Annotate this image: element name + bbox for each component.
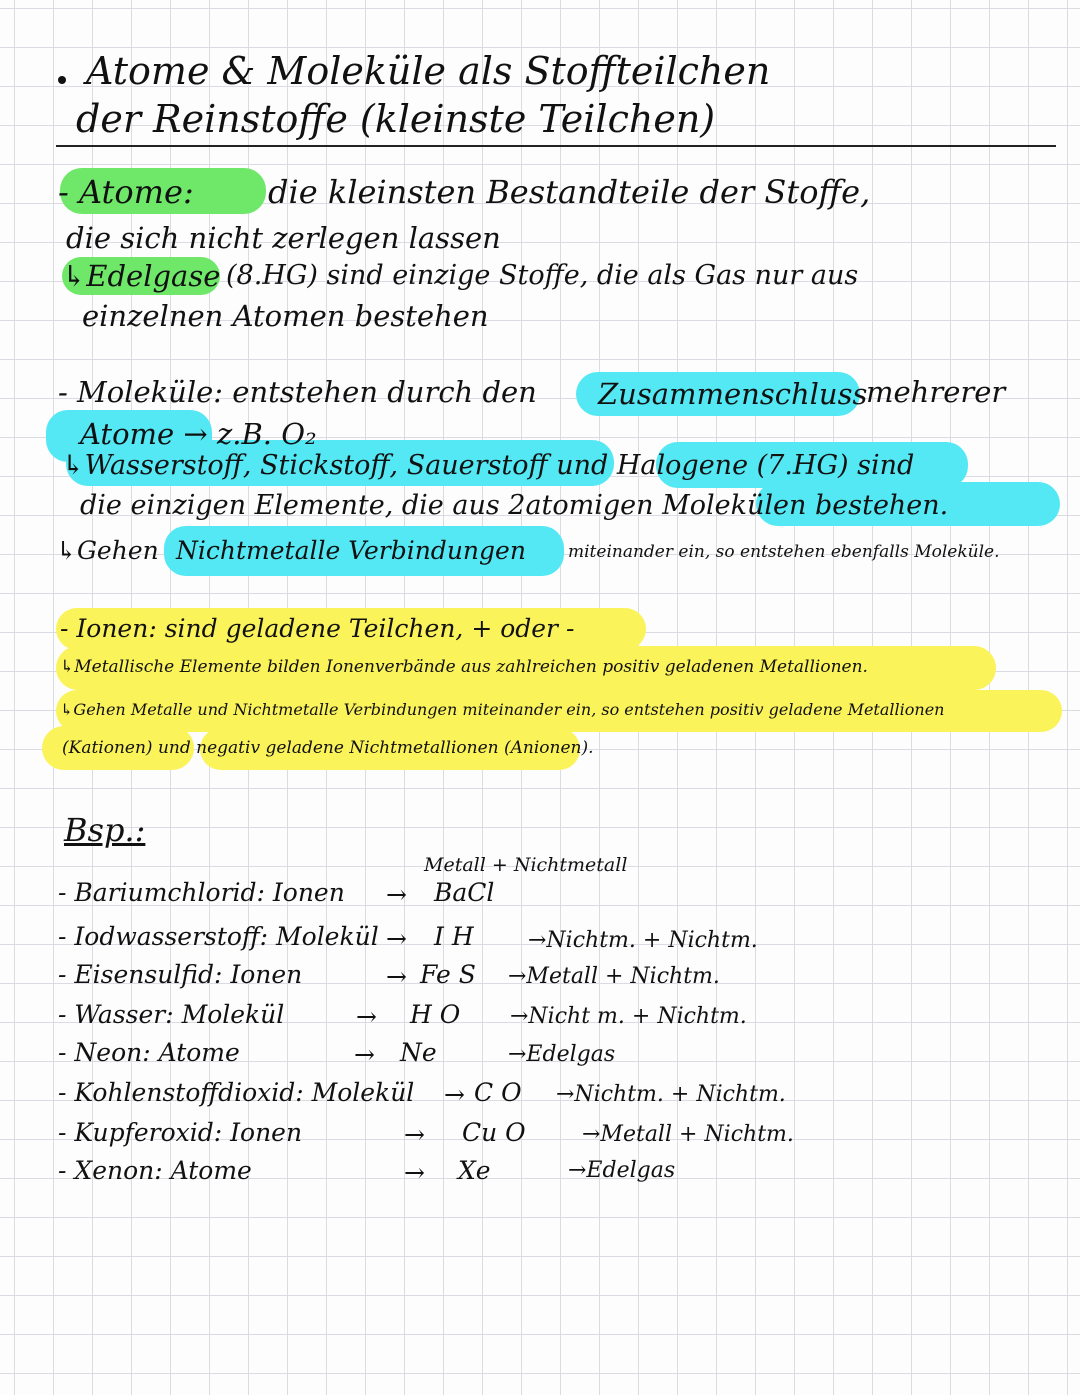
example-arrow: →	[386, 924, 407, 953]
molekuele-line-5c: miteinander ein, so entstehen ebenfalls Moleküle.	[568, 542, 1000, 562]
ionen-line-1: - Ionen: sind geladene Teilchen, + oder -	[60, 614, 575, 643]
ionen-line-3: ↳Gehen Metalle und Nichtmetalle Verbindungen miteinander ein, so entstehen positiv geladene Metallionen	[60, 700, 945, 719]
ionen-line-4: (Kationen) und negativ geladene Nichtmetallionen (Anionen).	[62, 738, 594, 758]
example-formula: I H	[434, 922, 474, 951]
example-arrow: →	[386, 880, 407, 909]
example-name: - Kohlenstoffdioxid: Molekül	[58, 1078, 415, 1107]
molekuele-line-5b: Nichtmetalle Verbindungen	[176, 536, 526, 565]
example-arrow: →	[356, 1002, 377, 1031]
example-note: →Edelgas	[508, 1042, 616, 1067]
example-note: →Metall + Nichtm.	[582, 1122, 794, 1147]
example-name: - Xenon: Atome	[58, 1156, 252, 1185]
molekuele-line-1a: - Moleküle: entstehen durch den	[58, 375, 537, 409]
example-note: →Nicht m. + Nichtm.	[510, 1004, 747, 1029]
example-formula: H O	[410, 1000, 461, 1029]
ionen-line-2: ↳Metallische Elemente bilden Ionenverbände aus zahlreichen positiv geladenen Metallionen.	[60, 657, 868, 677]
example-formula: Ne	[400, 1038, 437, 1067]
molekuele-line-4: die einzigen Elemente, die aus 2atomigen Molekülen bestehen.	[80, 490, 949, 521]
page-title-line-2: der Reinstoffe (kleinste Teilchen)	[76, 97, 716, 141]
molekuele-line-2: Atome → z.B. O₂	[80, 417, 317, 451]
examples-heading: Bsp.:	[64, 811, 146, 849]
examples-column-note: Metall + Nichtmetall	[424, 854, 628, 876]
example-note: →Nichtm. + Nichtm.	[556, 1082, 786, 1107]
example-name: - Wasser: Molekül	[58, 1000, 285, 1029]
example-name: - Iodwasserstoff: Molekül	[58, 922, 379, 951]
example-formula: BaCl	[434, 878, 495, 907]
molekuele-line-3: ↳Wasserstoff, Stickstoff, Sauerstoff und Halogene (7.HG) sind	[62, 450, 915, 481]
example-arrow: →	[386, 962, 407, 991]
title-underline	[56, 145, 1056, 147]
example-arrow: →	[444, 1080, 465, 1109]
example-arrow: →	[354, 1040, 375, 1069]
atome-term: - Atome:	[58, 173, 194, 211]
example-formula: Fe S	[420, 960, 476, 989]
atome-definition: die kleinsten Bestandteile der Stoffe,	[268, 173, 871, 211]
molekuele-line-5a: ↳Gehen	[56, 536, 159, 565]
atome-line-2: die sich nicht zerlegen lassen	[66, 221, 501, 255]
example-name: - Neon: Atome	[58, 1038, 240, 1067]
example-note: →Metall + Nichtm.	[508, 964, 720, 989]
example-name: - Eisensulfid: Ionen	[58, 960, 303, 989]
example-formula: Cu O	[462, 1118, 526, 1147]
atome-line-3: (8.HG) sind einzige Stoffe, die als Gas nur aus	[226, 260, 859, 291]
page-title-line-1: Atome & Moleküle als Stoffteilchen	[86, 49, 771, 93]
title-bullet	[58, 76, 66, 84]
example-name: - Kupferoxid: Ionen	[58, 1118, 303, 1147]
molekuele-line-1c: mehrerer	[866, 375, 1006, 409]
atome-line-4: einzelnen Atomen bestehen	[82, 299, 489, 333]
example-formula: C O	[474, 1078, 522, 1107]
atome-edelgase-term: ↳Edelgase	[62, 259, 221, 293]
molekuele-line-1b: Zusammenschluss	[598, 377, 868, 411]
example-note: →Edelgas	[568, 1158, 676, 1183]
example-arrow: →	[404, 1158, 425, 1187]
example-arrow: →	[404, 1120, 425, 1149]
example-note: →Nichtm. + Nichtm.	[528, 928, 758, 953]
example-formula: Xe	[458, 1156, 491, 1185]
example-name: - Bariumchlorid: Ionen	[58, 878, 345, 907]
